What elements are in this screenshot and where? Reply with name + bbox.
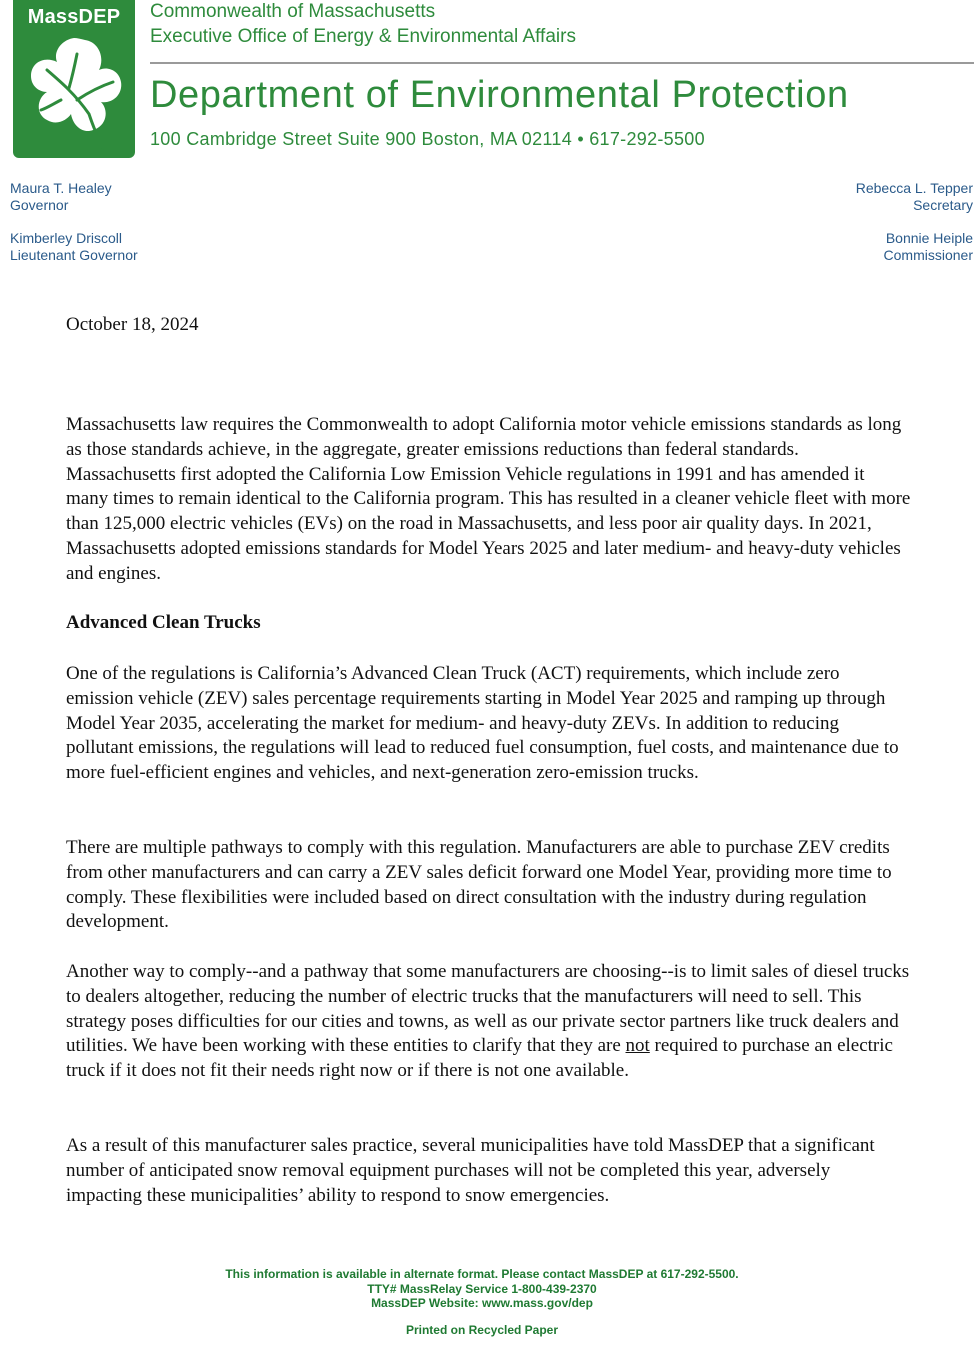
official-governor <box>10 180 112 214</box>
footer-website: MassDEP Website: www.mass.gov/dep <box>371 1296 593 1310</box>
letter-date: October 18, 2024 <box>66 314 199 335</box>
letterhead-divider <box>150 62 974 64</box>
official-commissioner <box>884 230 973 264</box>
letterhead-executive-office: Executive Office of Energy & Environmental Affairs <box>150 26 576 47</box>
official-title: Commissioner <box>883 247 973 263</box>
paragraph-text: Another way to comply--and a pathway that some manufacturers are choosing--is to limit sales of diesel trucks to dealers altogether, reducing the number of electric trucks that the manufacturers will need to sell. This strategy poses difficulties for our cities and towns, as well as our private sector partners like truck dealers and utilities. We have been working with these entities to clarify that they are <box>66 961 910 1057</box>
logo-text: MassDEP <box>27 6 121 28</box>
paragraph-diesel-limits <box>66 960 911 1084</box>
paragraph-compliance-pathways: There are multiple pathways to comply with this regulation. Manufacturers are able to purchase ZEV credits from other manufacturers and can carry a ZEV sales deficit forward one Model Year, providing more time to comply. These flexibilities were included based on direct consultation with the industry during regulation development. <box>66 837 892 933</box>
footer-block <box>0 1267 964 1311</box>
official-title: Lieutenant Governor <box>10 247 138 263</box>
footer-alternate-format: This information is available in alternate format. Please contact MassDEP at 617-292-5500. <box>225 1267 739 1281</box>
official-secretary <box>856 180 973 214</box>
footer-tty: TTY# MassRelay Service 1-800-439-2370 <box>367 1281 597 1296</box>
official-title: Secretary <box>913 197 973 213</box>
paragraph-act-requirements: One of the regulations is California’s Advanced Clean Truck (ACT) requirements, which include zero emission vehicle (ZEV) sales percentage requirements starting in Model Year 2025 and ramping up through Model Year 2035, accelerating the market for medium- and heavy-duty ZEVs. In addition to reducing pollutant emissions, the regulations will lead to reduced fuel consumption, fuel costs, and maintenance due to more fuel-efficient engines and vehicles, and next-generation zero-emission trucks. <box>66 663 899 784</box>
official-name: Kimberley Driscoll <box>10 230 123 246</box>
official-title: Governor <box>10 197 69 213</box>
paragraph-text: required to purchase an electric truck if it does not fit their needs right now or if there is not one available. <box>66 1035 893 1082</box>
official-name: Maura T. Healey <box>10 180 112 196</box>
official-lieutenant-governor <box>10 230 138 264</box>
section-heading: Advanced Clean Trucks <box>66 612 261 633</box>
official-name: Rebecca L. Tepper <box>855 180 973 196</box>
official-name: Bonnie Heiple <box>885 230 973 246</box>
paragraph-intro: Massachusetts law requires the Commonwealth to adopt California motor vehicle emissions standards as long as those standards achieve, in the aggregate, greater emissions reductions than federal standards. Massachusetts first adopted the California Low Emission Vehicle regulations in 1991 and has amended it many times to remain identical to the California program. This has resulted in a cleaner vehicle fleet with more than 125,000 electric vehicles (EVs) on the road in Massachusetts, and less poor air quality days. In 2021, Massachusetts adopted emissions standards for Model Years 2025 and later medium- and heavy-duty vehicles and engines. <box>66 414 911 584</box>
letterhead-commonwealth: Commonwealth of Massachusetts <box>150 1 436 22</box>
department-address: 100 Cambridge Street Suite 900 Boston, MA 02114 • 617-292-5500 <box>150 129 705 149</box>
underlined-word: not <box>625 1035 650 1057</box>
massdep-logo <box>13 0 135 158</box>
department-title: Department of Environmental Protection <box>150 74 849 116</box>
paragraph-municipal-impact: As a result of this manufacturer sales practice, several municipalities have told MassDEP that a significant number of anticipated snow removal equipment purchases will not be completed this year, adversely impacting these municipalities’ ability to respond to snow emergencies. <box>66 1135 875 1206</box>
oak-leaf-icon <box>17 30 131 154</box>
footer-recycled: Printed on Recycled Paper <box>405 1323 559 1337</box>
